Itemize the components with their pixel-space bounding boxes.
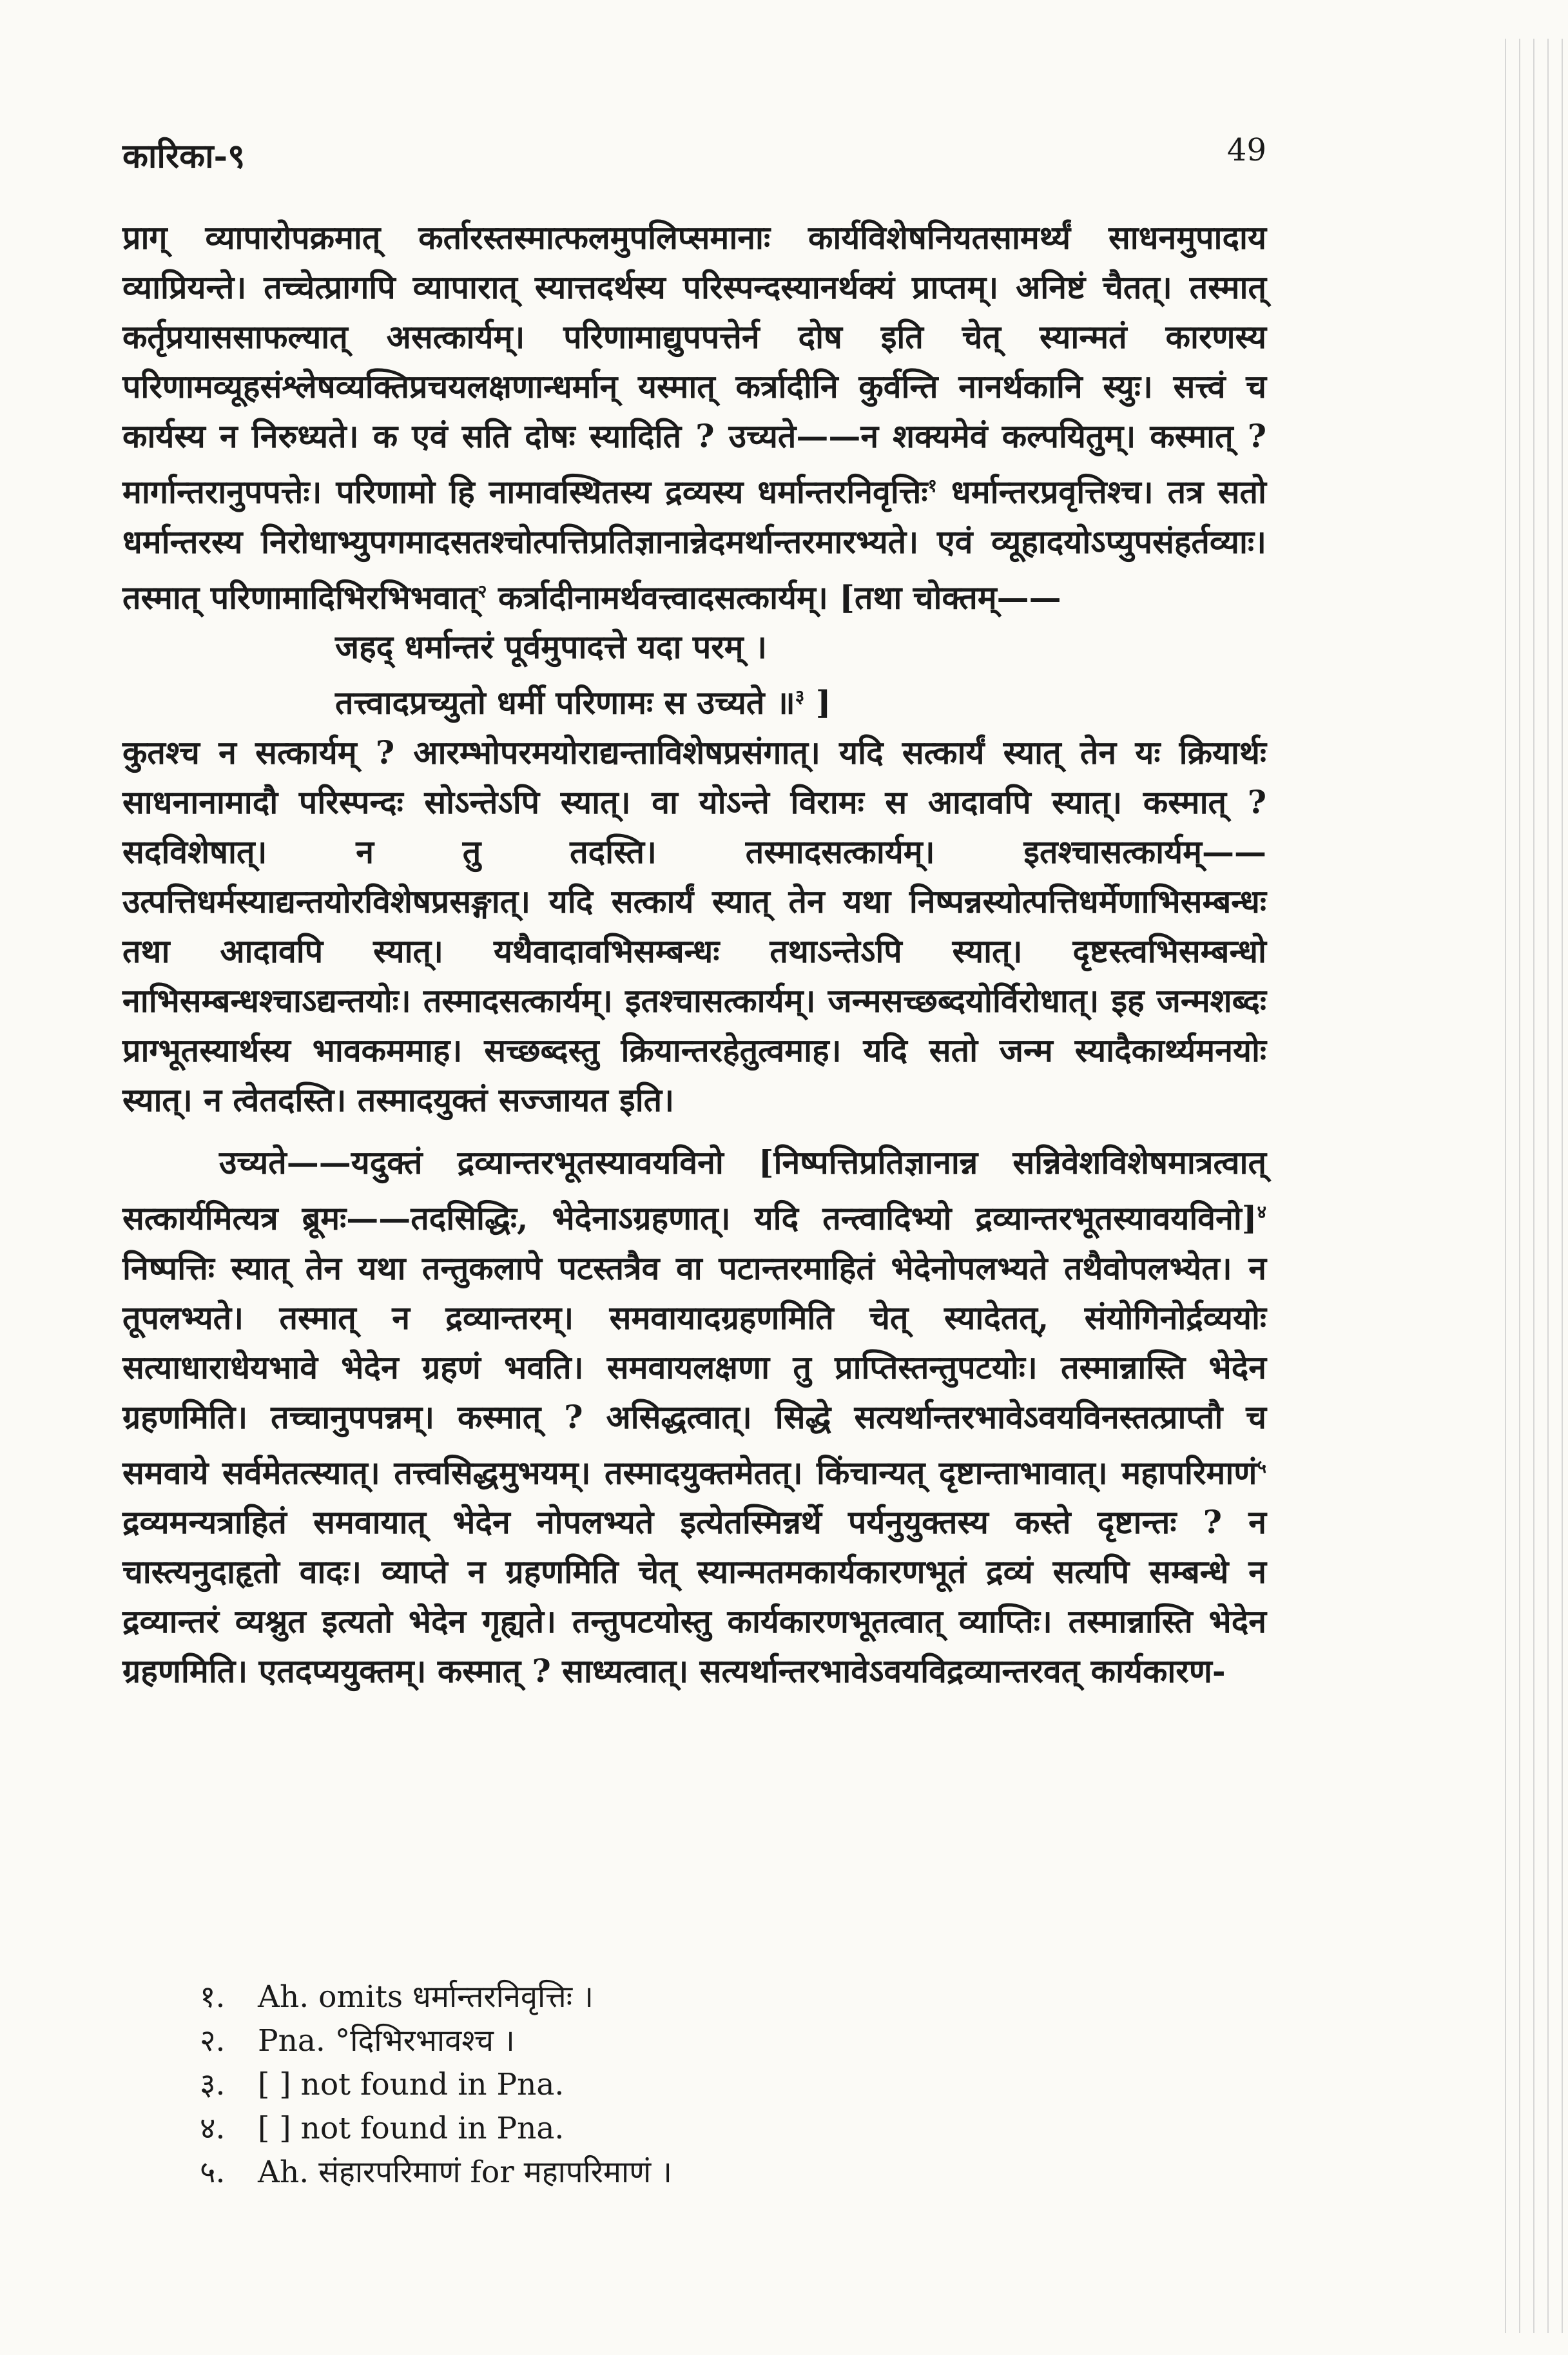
footnote: ५. Ah. संहारपरिमाणं for महापरिमाणं । xyxy=(200,2155,672,2190)
footnote: २. Pna. °दिभिरभावश्च । xyxy=(200,2023,515,2059)
footnote-ref-2: २ xyxy=(478,580,487,602)
footnote: ४. [ ] not found in Pna. xyxy=(200,2111,565,2146)
section-title: कारिका-९ xyxy=(122,137,246,176)
footnote-ref-5: ५ xyxy=(1257,1455,1266,1477)
verse-line-2: तत्त्वादप्रच्युतो धर्मी परिणामः स उच्यते ॥$^३$ ] xyxy=(335,683,831,722)
footnote-ref-4: ४ xyxy=(1257,1201,1266,1223)
footnote: ३. [ ] not found in Pna. xyxy=(200,2067,565,2102)
paragraph-3: उच्यते——यदुक्तं द्रव्यान्तरभूतस्यावयविनो [निष्पत्तिप्रतिज्ञानान्न सन्निवेशविशेषमात्रत्वात् सत्कार्यमित्यत्र ब्रूमः——तदसिद्धिः, भेदेनाऽग्रहणात्। यदि तन्त्वादिभ्यो द्रव्यान्तरभूतस्यावयविनो]$^४$ निष्पत्तिः स्यात् तेन यथा तन्तुकलापे पटस्तत्रैव वा पटान्तरमाहितं भेदेनोपलभ्यते तथैवोपलभ्येत। न तूपलभ्यते। तस्मात् न द्रव्यान्तरम्। समवायादग्रहणमिति चेत् स्यादेतत्, संयोगिनोर्द्रव्ययोः सत्याधाराधेयभावे भेदेन ग्रहणं भवति। समवायलक्षणा तु प्राप्तिस्तन्तुपटयोः। तस्मान्नास्ति भेदेन ग्रहणमिति। तच्चानुपपन्नम्। कस्मात् ? असिद्धत्वात्। सिद्धे सत्यर्थान्तरभावेऽवयविनस्तत्प्राप्तौ च समवाये सर्वमेतत्स्यात्। तत्त्वसिद्धमुभयम्। तस्मादयुक्तमेतत्। किंचान्यत् दृष्टान्ताभावात्। महापरिमाणं$^५$ द्रव्यमन्यत्राहितं समवायात् भेदेन नोपलभ्यते इत्येतस्मिन्नर्थे पर्यनुयुक्तस्य कस्ते दृष्टान्तः ? न चास्त्यनुदाहृतो वादः। व्याप्ते न ग्रहणमिति चेत् स्यान्मतमकार्यकारणभूतं द्रव्यं सत्यपि सम्बन्धे न द्रव्यान्तरं व्यश्नुत इत्यतो भेदेन गृह्यते। तन्तुपटयोस्तु कार्यकारणभूतत्वात् व्याप्तिः। तस्मान्नास्ति भेदेन ग्रहणमिति। एतदप्ययुक्तम्। कस्मात् ? साध्यत्वात्। सत्यर्थान्तरभावेऽवयविद्रव्यान्तरवत् कार्यकारण- xyxy=(122,1143,1266,1691)
footnote-ref-1: १ xyxy=(927,475,937,496)
paragraph-2: कुतश्च न सत्कार्यम् ? आरम्भोपरमयोराद्यन्ताविशेषप्रसंगात्। यदि सत्कार्यं स्यात् तेन यः क्रियार्थः साधनानामादौ परिस्पन्दः सोऽन्तेऽपि स्यात्। वा योऽन्ते विरामः स आदावपि स्यात्। कस्मात् ? सदविशेषात्। न तु तदस्ति। तस्मादसत्कार्यम्। इतश्चासत्कार्यम्——उत्पत्तिधर्मस्याद्यन्तयोरविशेषप्रसङ्गात्। यदि सत्कार्यं स्यात् तेन यथा निष्पन्नस्योत्पत्तिधर्मेणाभिसम्बन्धः तथा आदावपि स्यात्। यथैवादावभिसम्बन्धः तथाऽन्तेऽपि स्यात्। दृष्टस्त्वभिसम्बन्धो नाभिसम्बन्धश्चाऽद्यन्तयोः। तस्मादसत्कार्यम्। इतश्चासत्कार्यम्। जन्मसच्छब्दयोर्विरोधात्। इह जन्मशब्दः प्राग्भूतस्यार्थस्य भावकममाह। सच्छब्दस्तु क्रियान्तरहेतुत्वमाह। यदि सतो जन्म स्यादैकार्थ्यमनयोः स्यात्। न त्वेतदस्ति। तस्मादयुक्तं सज्जायत इति। xyxy=(122,733,1266,1119)
page-number: 49 xyxy=(1226,132,1266,168)
verse-line-1: जहद् धर्मान्तरं पूर्वमुपादत्ते यदा परम् । xyxy=(335,628,767,666)
footnotes xyxy=(200,1975,1166,2195)
running-header xyxy=(122,132,1266,177)
footnote: १. Ah. omits धर्मान्तरनिवृत्तिः । xyxy=(200,1979,594,2015)
paragraph-1: प्राग् व्यापारोपक्रमात् कर्तारस्तस्मात्फलमुपलिप्समानाः कार्यविशेषनियतसामर्थ्यं साधनमुपादाय व्याप्रियन्ते। तच्चेत्प्रागपि व्यापारात् स्यात्तदर्थस्य परिस्पन्दस्यानर्थक्यं प्राप्तम्। अनिष्टं चैतत्। तस्मात् कर्तृप्रयाससाफल्यात् असत्कार्यम्। परिणामाद्युपपत्तेर्न दोष इति चेत् स्यान्मतं कारणस्य परिणामव्यूहसंश्लेषव्यक्तिप्रचयलक्षणान्धर्मान् यस्मात् कर्त्रादीनि कुर्वन्ति नानर्थकानि स्युः। सत्त्वं च कार्यस्य न निरुध्यते। क एवं सति दोषः स्यादिति ? उच्यते——न शक्यमेवं कल्पयितुम्। कस्मात् ? मार्गान्तरानुपपत्तेः। परिणामो हि नामावस्थितस्य द्रव्यस्य धर्मान्तरनिवृत्तिः$^१$ धर्मान्तरप्रवृत्तिश्च। तत्र सतो धर्मान्तरस्य निरोधाभ्युपगमादसतश्चोत्पत्तिप्रतिज्ञानान्नेदमर्थान्तरमारभ्यते। एवं व्यूहादयोऽप्युपसंहर्तव्याः। तस्मात् परिणामादिभिरभिभवात्$^२$ कर्त्रादीनामर्थवत्त्वादसत्कार्यम्। [तथा चोक्तम्—— xyxy=(122,218,1266,617)
scanned-page-edge xyxy=(1497,39,1568,2333)
footnote-ref-3: ३ xyxy=(795,686,805,708)
main-text xyxy=(122,213,1266,1696)
